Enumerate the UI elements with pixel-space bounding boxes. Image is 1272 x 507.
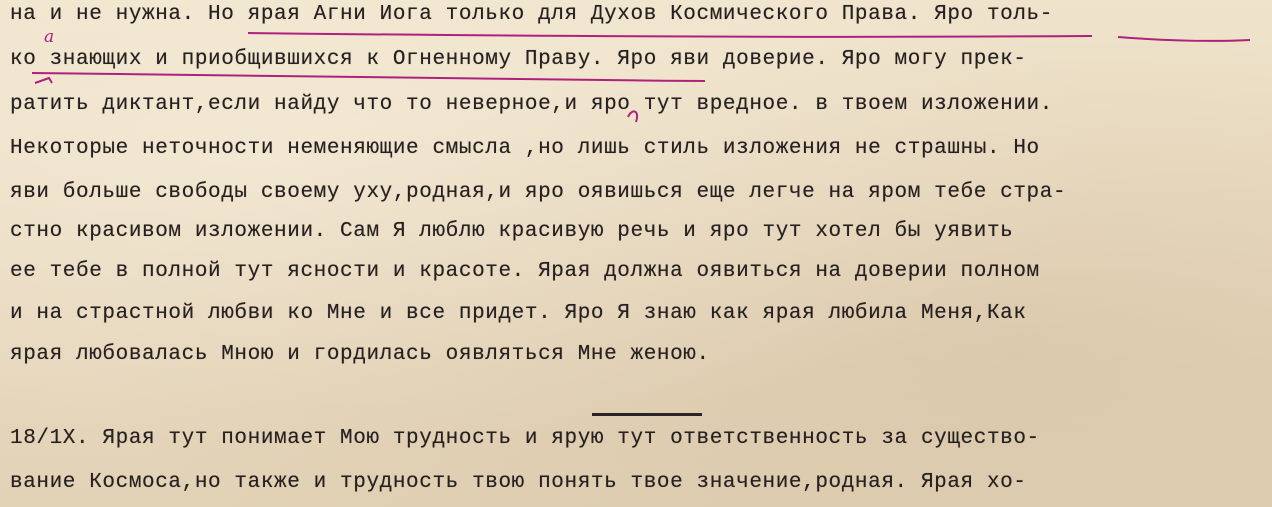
underline-sentence-2 (32, 73, 705, 81)
text-line-3: ратить диктант,если найду что то неверное,и яро тут вредное. в твоем изложении. (10, 93, 1053, 116)
text-line-6: стно красивом изложении. Сам Я люблю красивую речь и яро тут хотел бы уявить (10, 220, 1014, 243)
underline-sentence-1 (248, 33, 1092, 37)
text-line-5: яви больше свободы своему уху,родная,и яро оявишься еще легче на яром тебе стра- (10, 181, 1067, 204)
text-line-7: ее тебе в полной тут ясности и красоте. Ярая должна оявиться на доверии полном (10, 260, 1040, 283)
text-line-4: Некоторые неточности неменяющие смысла ,но лишь стиль изложения не страшны. Но (10, 137, 1040, 160)
text-line-1: на и не нужна. Но ярая Агни Иога только для Духов Космического Права. Яро толь- (10, 3, 1053, 26)
text-line-10: 18/1Х. Ярая тут понимает Мою трудность и ярую тут ответственность за существо- (10, 427, 1040, 450)
mark-stroke (35, 78, 52, 83)
handwritten-mark: a (44, 27, 55, 47)
text-line-8: и на страстной любви ко Мне и все придет. Яро Я знаю как ярая любила Меня,Как (10, 302, 1027, 325)
text-line-9: ярая любовалась Мною и гордилась оявляться Мне женою. (10, 343, 710, 366)
underline-yaro (1118, 37, 1250, 41)
text-line-11: вание Космоса,но также и трудность твою понять твое значение,родная. Ярая хо- (10, 471, 1027, 494)
section-separator (592, 413, 702, 416)
text-line-2: ко знающих и приобщившихся к Огненному Праву. Яро яви доверие. Яро могу прек- (10, 48, 1027, 71)
